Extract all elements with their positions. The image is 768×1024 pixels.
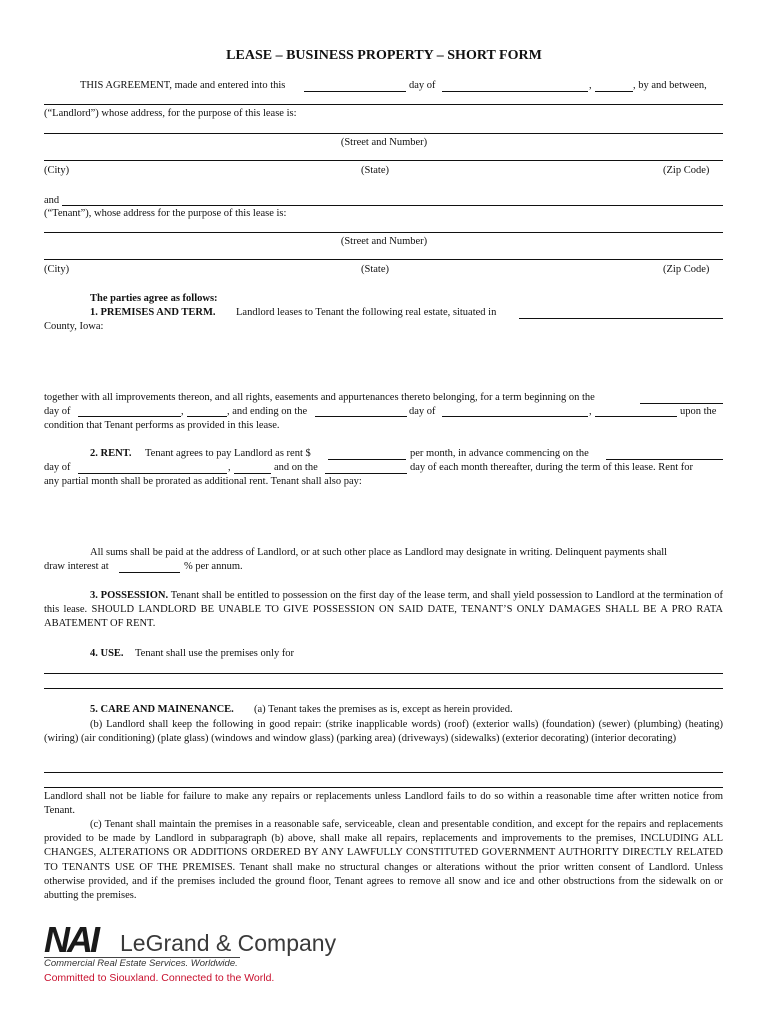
section-4-text: Tenant shall use the premises only for	[135, 648, 295, 659]
tenant-zip-label: (Zip Code)	[663, 264, 710, 275]
company-name: LeGrand & Company	[120, 930, 337, 956]
not-liable-text: Landlord shall not be liable for failure to make any repairs or replacements unless Landlord fails to do so within a reasonable time after written notice from Tenant.	[44, 791, 723, 817]
together-text: together with all improvements thereon, and all rights, easements and appurtenances thereto belonging, for a term beginning on the	[44, 392, 595, 403]
section-1-heading: 1. PREMISES AND TERM.	[90, 307, 216, 318]
landlord-street-field[interactable]	[44, 133, 723, 134]
draw-interest-label: draw interest at	[44, 561, 109, 572]
rent-amount-field[interactable]	[328, 459, 406, 460]
county-field[interactable]	[519, 318, 723, 319]
and-on-label: and on the	[274, 462, 318, 473]
section-5-c: (c) Tenant shall maintain the premises in a reasonable safe, serviceable, clean and presentable condition, and except for the repairs and replacements provided to be made by Landlord in subparagraph (b) above, shall make all repairs, replacements and improvements to the premises, INCLUDING ALL CHANGES, ALTERATIONS OR ADDITIONS ORDERED BY ANY LAWFULLY CONSTITUTED GOVERNMENT AUTHORITY DIRECTLY RELATED TO TENANTS USE OF THE PREMISES. Tenant shall make no structural changes or alterations without the prior written consent of Landlord. Unless otherwise provided, and if the premises included the ground floor, Tenant agrees to remove all snow and ice and other obstructions from the sidewalk on or abutting the premises.	[44, 819, 723, 902]
term-begin-year-field[interactable]	[187, 416, 227, 417]
by-and-between-label: , by and between,	[633, 80, 707, 91]
section-3-paragraph	[44, 589, 723, 632]
term-comma: ,	[181, 406, 184, 417]
tenant-name-field[interactable]	[62, 205, 723, 206]
rent-text: Tenant agrees to pay Landlord as rent $	[145, 448, 311, 459]
section-5-heading: 5. CARE AND MAINENANCE.	[90, 704, 234, 715]
section-2-heading: 2. RENT.	[90, 448, 132, 459]
each-month-text: day of each month thereafter, during the term of this lease. Rent for	[410, 462, 693, 473]
tenant-city-field[interactable]	[44, 259, 723, 260]
tenant-state-label: (State)	[361, 264, 389, 275]
repair-field-1[interactable]	[44, 772, 723, 773]
rent-day-of-label: day of	[44, 462, 71, 473]
term-end-month-field[interactable]	[442, 416, 588, 417]
landlord-state-label: (State)	[361, 165, 389, 176]
tenant-address-label: (“Tenant”), whose address for the purpose of this lease is:	[44, 208, 287, 219]
tenant-street-field[interactable]	[44, 232, 723, 233]
term-end-comma: ,	[589, 406, 592, 417]
date-day-field[interactable]	[304, 91, 406, 92]
landlord-street-label: (Street and Number)	[340, 137, 428, 148]
comma-label: ,	[589, 80, 592, 91]
rent-start-month-field[interactable]	[78, 473, 227, 474]
section-1-text: Landlord leases to Tenant the following real estate, situated in	[236, 307, 497, 318]
ending-label: , and ending on the	[227, 406, 308, 417]
section-4-heading: 4. USE.	[90, 648, 124, 659]
document-title: LEASE – BUSINESS PROPERTY – SHORT FORM	[226, 48, 542, 63]
nai-logo-mark: NAI	[44, 919, 97, 960]
landlord-name-field[interactable]	[44, 104, 723, 105]
section-3-text: Tenant shall be entitled to possession on the first day of the lease term, and shall yield possession to Landlord at the termination of this lease. SHOULD LANDLORD BE UNABLE TO GIVE POSSESSION ON SAID DATE, TENANT’S ONLY DAMAGES SHALL BE A PRO RATA ABATEMENT OF RENT.	[44, 590, 724, 630]
section-3-heading: 3. POSSESSION.	[90, 590, 169, 601]
term-end-year-field[interactable]	[595, 416, 677, 417]
parties-heading: The parties agree as follows:	[90, 293, 218, 304]
term-end-field[interactable]	[315, 416, 407, 417]
landlord-city-label: (City)	[44, 165, 70, 176]
per-month-label: per month, in advance commencing on the	[410, 448, 589, 459]
rent-comma: ,	[228, 462, 231, 473]
interest-rate-field[interactable]	[119, 572, 180, 573]
company-logo	[44, 919, 384, 993]
landlord-city-field[interactable]	[44, 160, 723, 161]
company-slogan: Committed to Siouxland. Connected to the World.	[44, 972, 275, 984]
per-annum-label: % per annum.	[184, 561, 243, 572]
rent-day-field[interactable]	[325, 473, 407, 474]
landlord-address-label: (“Landlord”) whose address, for the purpose of this lease is:	[44, 108, 297, 119]
section-5-a: (a) Tenant takes the premises as is, except as herein provided.	[254, 704, 513, 715]
section-5-b: (b) Landlord shall keep the following in good repair: (strike inapplicable words) (roof) (exterior walls) (foundation) (sewer) (plumbing) (heating) (wiring) (air conditioning) (plate glass) (windows and window glass) (parking area) (driveways) (sidewalks) (exterior decorating) (interior decorating)	[44, 719, 723, 745]
term-begin-month-field[interactable]	[78, 416, 181, 417]
county-label: County, Iowa:	[44, 321, 104, 332]
term-end-day-of-label: day of	[409, 406, 436, 417]
all-sums-text: All sums shall be paid at the address of Landlord, or at such other place as Landlord may designate in writing. Delinquent payments shall	[90, 547, 668, 558]
condition-text: condition that Tenant performs as provided in this lease.	[44, 420, 280, 431]
use-field-2[interactable]	[44, 688, 723, 689]
tenant-street-label: (Street and Number)	[340, 236, 428, 247]
agreement-intro: THIS AGREEMENT, made and entered into this	[80, 80, 286, 91]
landlord-zip-label: (Zip Code)	[663, 165, 710, 176]
repair-field-2[interactable]	[44, 787, 723, 788]
company-tagline: Commercial Real Estate Services. Worldwide.	[44, 958, 238, 969]
use-field-1[interactable]	[44, 673, 723, 674]
tenant-city-label: (City)	[44, 264, 70, 275]
term-day-of-label: day of	[44, 406, 71, 417]
rent-start-field[interactable]	[606, 459, 723, 460]
date-month-field[interactable]	[442, 91, 588, 92]
and-label: and	[44, 195, 60, 206]
rent-start-year-field[interactable]	[234, 473, 271, 474]
date-year-field[interactable]	[595, 91, 633, 92]
term-begin-field[interactable]	[640, 403, 723, 404]
upon-label: upon the	[680, 406, 717, 417]
partial-month-text: any partial month shall be prorated as additional rent. Tenant shall also pay:	[44, 476, 362, 487]
day-of-label: day of	[409, 80, 436, 91]
